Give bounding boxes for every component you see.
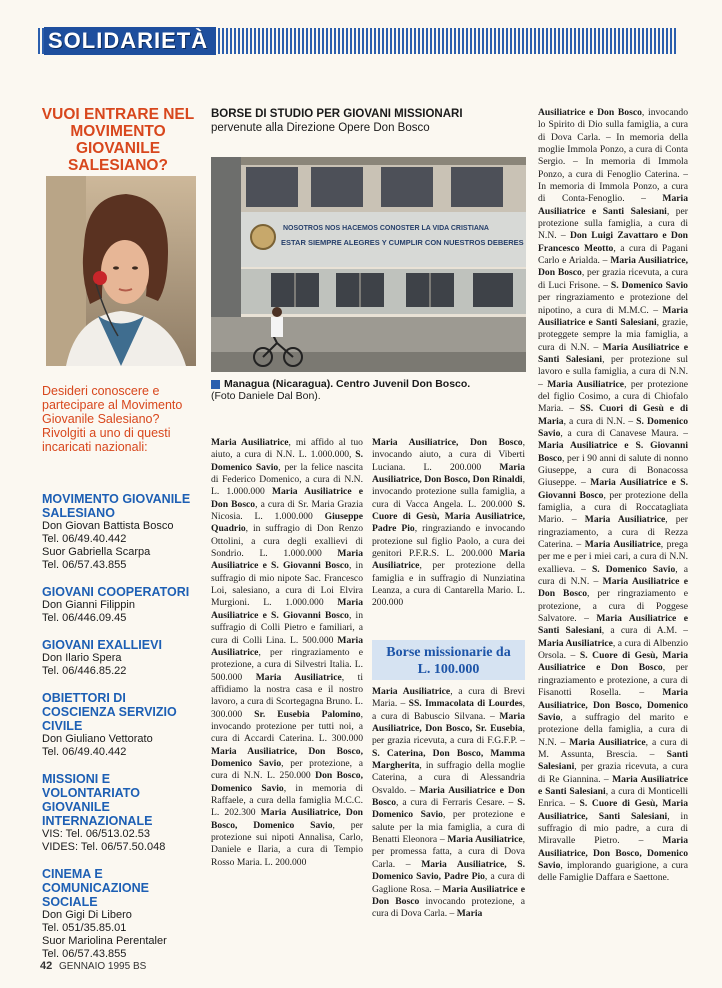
- issue-label: GENNAIO 1995 BS: [59, 961, 147, 972]
- text-column-2b: Maria Ausiliatrice, a cura di Brevi Maria. – SS. Immacolata di Lourdes, a cura di Babuscio Silvana. – Maria Ausiliatrice, Don Bosco, Sr. Eusebia, per grazia ricevuta, a cura di F.G.F.P. – S. Caterina, Don Bosco, Mamma Margherita, in suffragio della moglie Caterina, a cura di Alessandria Osvaldo. – Maria Ausiliatrice e Don Bosco, a cura di Ferraris Cesare. – S. Domenico Savio, per protezione e salute per la mia famiglia, a cura di Benatti Eleonora – Maria Ausiliatrice, per promessa fatta, a cura di Dova Carla. – Maria Ausiliatrice, S. Domenico Savio, Padre Pio, a cura di Gaglione Rosa. – Maria Ausiliatrice e Don Bosco invocando protezione, a cura di Dova Carla. – Maria: [372, 686, 525, 920]
- contact-line: Don Giovan Battista Bosco: [42, 520, 174, 532]
- box-line2: L. 100.000: [417, 662, 480, 677]
- contact-group: [42, 691, 198, 759]
- contact-group-heading: GIOVANI EXALLIEVI: [42, 638, 162, 652]
- contact-line: VIDES: Tel. 06/57.50.048: [42, 841, 166, 853]
- contact-group: [42, 638, 198, 678]
- sidebar: [38, 96, 198, 976]
- contact-group: [42, 585, 198, 625]
- girl-with-headphones-photo: [46, 176, 196, 366]
- page-footer: [40, 960, 146, 972]
- contact-group-heading: MOVIMENTO GIOVANILE SALESIANO: [42, 492, 191, 520]
- contact-line: Suor Mariolina Perentaler: [42, 935, 167, 947]
- contact-group: [42, 492, 198, 572]
- contact-line: Suor Gabriella Scarpa: [42, 546, 151, 558]
- contact-line: Don Gigi Di Libero: [42, 909, 132, 921]
- text-column-2: Maria Ausiliatrice, Don Bosco, invocando aiuto, a cura di Viberti Luciana. L. 200.000 Maria Ausiliatrice, Don Bosco, Don Rinaldi, invocando protezione sulla famiglia, a cura di Vacca Angela. L. 200.000 S. Cuore di Gesù, Maria Ausiliatrice, Padre Pio, ringraziando e invocando protezione sul figlio Paolo, a cura dei genitori P.F.R.S. L. 200.000 Maria Ausiliatrice, per protezione della famiglia e in suffragio di Nunziatina Leanza, a cura di Cantarella Mario. L. 200.000: [372, 437, 525, 609]
- section-title: SOLIDARIETÀ: [44, 27, 216, 55]
- section-box-heading: [372, 640, 525, 680]
- text-column-3: Ausiliatrice e Don Bosco, invocando lo Spirito di Dio sulla famiglia, a cura di Dova Carla. – In memoria della moglie Immola Ponzo, a cura di Conta Sergio. – In memoria di Immola Ponzo, a cura di Fenoglio Caterina. – In memoria di Immola Ponzo, a cura di Conta-Fenoglio. – Maria Ausiliatrice e Santi Salesiani, per protezione sulla famiglia, a cura di N.N. – Don Luigi Zavattaro e Don Francesco Meotto, a cura di Pagani Carlo e Arialda. – Maria Ausiliatrice, Don Bosco, per grazia ricevuta, a cura di Luci Frisone. – S. Domenico Savio per ringraziamento e protezione del nipotino, a cura di M.M.C. – Maria Ausiliatrice e Santi Salesiani, grazie, proteggete sempre la mia famiglia, a cura di N.N. – Maria Ausiliatrice e Santi Salesiani, per protezione sul lavoro e sulla famiglia, a cura di N.N. – Maria Ausiliatrice, per protezione del figlio Cosimo, a cura di Chiofalo Maria. – SS. Cuori di Gesù e di Maria, a cura di N.N. – S. Domenico Savio, a cura di Canavese Maura. – Maria Ausiliatrice e S. Giovanni Bosco, per i 90 anni di salute di nonno Giuseppe, a cura di Bonacossa Giuseppe. – Maria Ausiliatrice e S. Giovanni Bosco, per protezione della famiglia, a cura di Roccatagliata Mario. – Maria Ausiliatrice, per ringraziamento, a cura di Rezza Caterina. – Maria Ausiliatrice, prega per me e per i miei cari, a cura di N.N. exallieva. – S. Domenico Savio, a cura di N.N. – Maria Ausiliatrice e Don Bosco, per ringraziamento e protezione, a cura di Poggese Salvatore. – Maria Ausiliatrice e Santi Salesiani, a cura di A.M. – Maria Ausiliatrice, a cura di Albenzio Orsola. – S. Cuore di Gesù, Maria Ausiliatrice e Don Bosco, per ringraziamento e protezione, a cura di Fisanotti Rosella. – Maria Ausiliatrice, Don Bosco, Domenico Savio, a suffragio del marito e protezione della famiglia, a cura di N.N. – Maria Ausiliatrice, a cura di M. Assunta, Brescia. – Santi Salesiani, per grazia ricevuta, a cura di Re Giannina. – Maria Ausiliatrice e Santi Salesiani, a cura di Monticelli Enrica. – S. Cuore di Gesù, Maria Ausiliatrice, Santi Salesiani, in suffragio di mio padre, a cura di Miravalle Pietro. – Maria Ausiliatrice, Don Bosco, Domenico Savio, implorando guarigione, a cura delle Famiglie Daffara e Saettone.: [538, 107, 688, 884]
- contact-group-heading: GIOVANI COOPERATORI: [42, 585, 190, 599]
- contact-group: [42, 772, 198, 854]
- sidebar-description: Desideri conoscere e partecipare al Movimento Giovanile Salesiano? Rivolgiti a uno di questi incaricati nazionali:: [42, 384, 183, 454]
- managua-school-photo: [211, 157, 526, 372]
- article-header: [211, 107, 529, 135]
- contact-line: Don Gianni Filippin: [42, 599, 135, 611]
- article-subtitle: pervenute alla Direzione Opere Don Bosco: [211, 122, 430, 134]
- contact-group: [42, 867, 198, 961]
- caption-marker-icon: [211, 380, 220, 389]
- sidebar-title: VUOI ENTRARE NEL MOVIMENTO GIOVANILE SALESIANO?: [41, 106, 195, 174]
- contact-group-heading: MISSIONI E VOLONTARIATO GIOVANILE INTERNAZIONALE: [42, 772, 153, 828]
- contact-groups: [42, 492, 198, 974]
- photo-caption: [211, 378, 526, 402]
- contact-line: Tel. 06/49.40.442: [42, 746, 127, 758]
- contact-line: VIS: Tel. 06/513.02.53: [42, 828, 151, 840]
- wall-sign-line2: ESTAR SIEMPRE ALEGRES Y CUMPLIR CON NUESTROS DEBERES: [281, 238, 524, 247]
- contact-line: Don Ilario Spera: [42, 652, 122, 664]
- caption-credit: (Foto Daniele Dal Bon).: [211, 390, 321, 402]
- contact-line: Tel. 06/446.09.45: [42, 612, 127, 624]
- page-number: 42: [40, 960, 53, 972]
- article-title: BORSE DI STUDIO PER GIOVANI MISSIONARI: [211, 108, 463, 120]
- contact-line: Tel. 06/57.43.855: [42, 559, 127, 571]
- page-header: [0, 0, 722, 64]
- contact-line: Tel. 06/57.43.855: [42, 948, 127, 960]
- caption-bold: Managua (Nicaragua). Centro Juvenil Don Bosco.: [224, 378, 471, 390]
- wall-sign-line1: NOSOTROS NOS HACEMOS CONOSTER LA VIDA CRISTIANA: [283, 225, 489, 232]
- box-line1: Borse missionarie da: [386, 645, 511, 660]
- contact-group-heading: OBIETTORI DI COSCIENZA SERVIZIO CIVILE: [42, 691, 177, 733]
- contact-line: Tel. 06/446.85.22: [42, 665, 127, 677]
- contact-group-heading: CINEMA E COMUNICAZIONE SOCIALE: [42, 867, 149, 909]
- contact-line: Tel. 051/35.85.01: [42, 922, 127, 934]
- contact-line: Don Giuliano Vettorato: [42, 733, 153, 745]
- contact-line: Tel. 06/49.40.442: [42, 533, 127, 545]
- text-column-1: Maria Ausiliatrice, mi affido al tuo aiuto, a cura di N.N. L. 1.000.000, S. Domenico Savio, per la felice nascita di Federico Domenico, a cura di N.N. L. 1.000.000 Maria Ausiliatrice e Don Bosco, a cura di Sr. Maria Grazia Nicosia. L. 1.000.000 Giuseppe Quadrio, in suffragio di Don Renzo Ottolini, a cura degli exallievi di Sondrio. L. 1.000.000 Maria Ausiliatrice e S. Giovanni Bosco, in suffragio di mio nipote Sac. Francesco Loi, salesiano, a cura di Loi Elvira Murgioni. L. 1.000.000 Maria Ausiliatrice e S. Giovanni Bosco, in suffragio di Colli Pietro e familiari, a cura di Colli Lina. L. 500.000 Maria Ausiliatrice, per ringraziamento e protezione, a cura di Silvestri Italia. L. 500.000 Maria Ausiliatrice, ti affidiamo la nostra casa e il nostro lavoro, a cura di Scortegagna Bruno. L. 300.000 Sr. Eusebia Palomino, invocando protezione per tutti noi, a cura di Accardi Caterina. L. 300.000 Maria Ausiliatrice, Don Bosco, Domenico Savio, per protezione, a cura di N.N. L. 250.000 Don Bosco, Domenico Savio, in memoria di Raffaele, a cura della famiglia M.C.C. L. 202.300 Maria Ausiliatrice, Don Bosco, Domenico Savio, per protezione sui nipoti Annalisa, Carlo, Daniele e Ilaria, a cura di Tempio Rosso Maria. L. 200.000: [211, 437, 363, 868]
